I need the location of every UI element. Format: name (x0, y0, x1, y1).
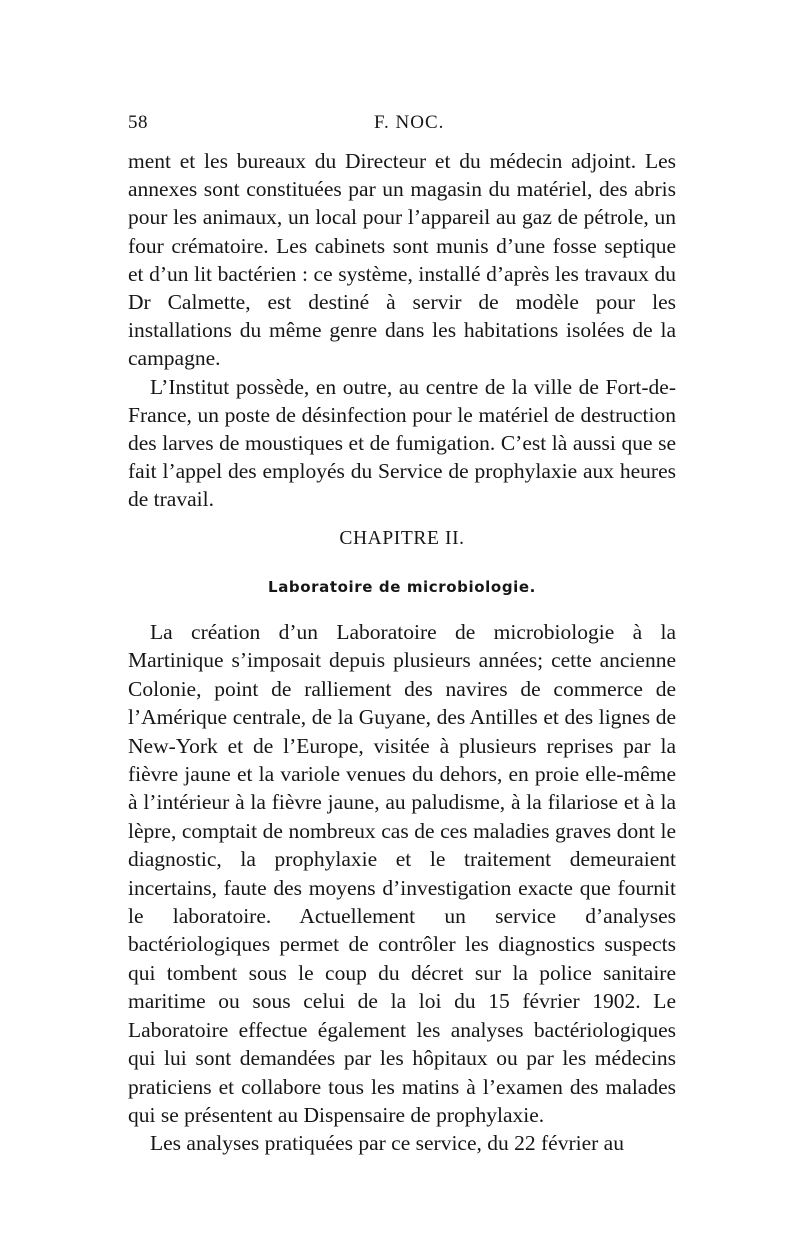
running-head (128, 112, 676, 138)
body-text-bottom (128, 618, 676, 1158)
paragraph-continuation: ment et les bureaux du Directeur et du médecin adjoint. Les annexes sont constituées par un magasin du matériel, des abris pour les animaux, un local pour l’appareil au gaz de pétrole, un four crématoire. Les cabinets sont munis d’une fosse septique et d’un lit bactérien : ce système, installé d’après les travaux du Dr Calmette, est destiné à servir de modèle pour les installations du même genre dans les habitations isolées de la campagne. (128, 149, 676, 371)
paragraph-institut: L’Institut possède, en outre, au centre de la ville de Fort-de-France, un poste de désinfection pour le matériel de destruction des larves de moustiques et de fumigation. C’est là aussi que se fait l’appel des employés du Service de prophylaxie aux heures de travail. (128, 374, 676, 512)
chapter-subtitle: Laboratoire de microbiologie. (268, 578, 536, 596)
body-text-top (128, 147, 676, 514)
paragraph-laboratoire: La création d’un Laboratoire de microbiologie à la Martinique s’imposait depuis plusieurs années; cette ancienne Colonie, point de ralliement des navires de commerce de l’Amérique centrale, de la Guyane, des Antilles et des lignes de New-York et de l’Europe, visitée à plusieurs reprises par la fièvre jaune et la variole venues du dehors, en proie elle-même à l’intérieur à la fièvre jaune, au paludisme, à la filariose et à la lèpre, comptait de nombreux cas de ces maladies graves dont le diagnostic, la prophylaxie et le traitement demeuraient incertains, faute des moyens d’investigation exacte que fournit le laboratoire. Actuellement un service d’analyses bactériologiques permet de contrôler les diagnostics suspects qui tombent sous le coup du décret sur la police sanitaire maritime ou sous celui de la loi du 15 février 1902. Le Laboratoire effectue également les analyses bactériologiques qui lui sont demandées par les hôpitaux ou par les médecins praticiens et collabore tous les matins à l’examen des malades qui se présentent au Dispensaire de prophylaxie. (128, 620, 676, 1127)
chapter-title: CHAPITRE II. (339, 528, 465, 549)
running-head-author: F. NOC. (374, 112, 445, 133)
page-number: 58 (128, 112, 148, 133)
paragraph-analyses: Les analyses pratiquées par ce service, du 22 février au (150, 1131, 624, 1156)
